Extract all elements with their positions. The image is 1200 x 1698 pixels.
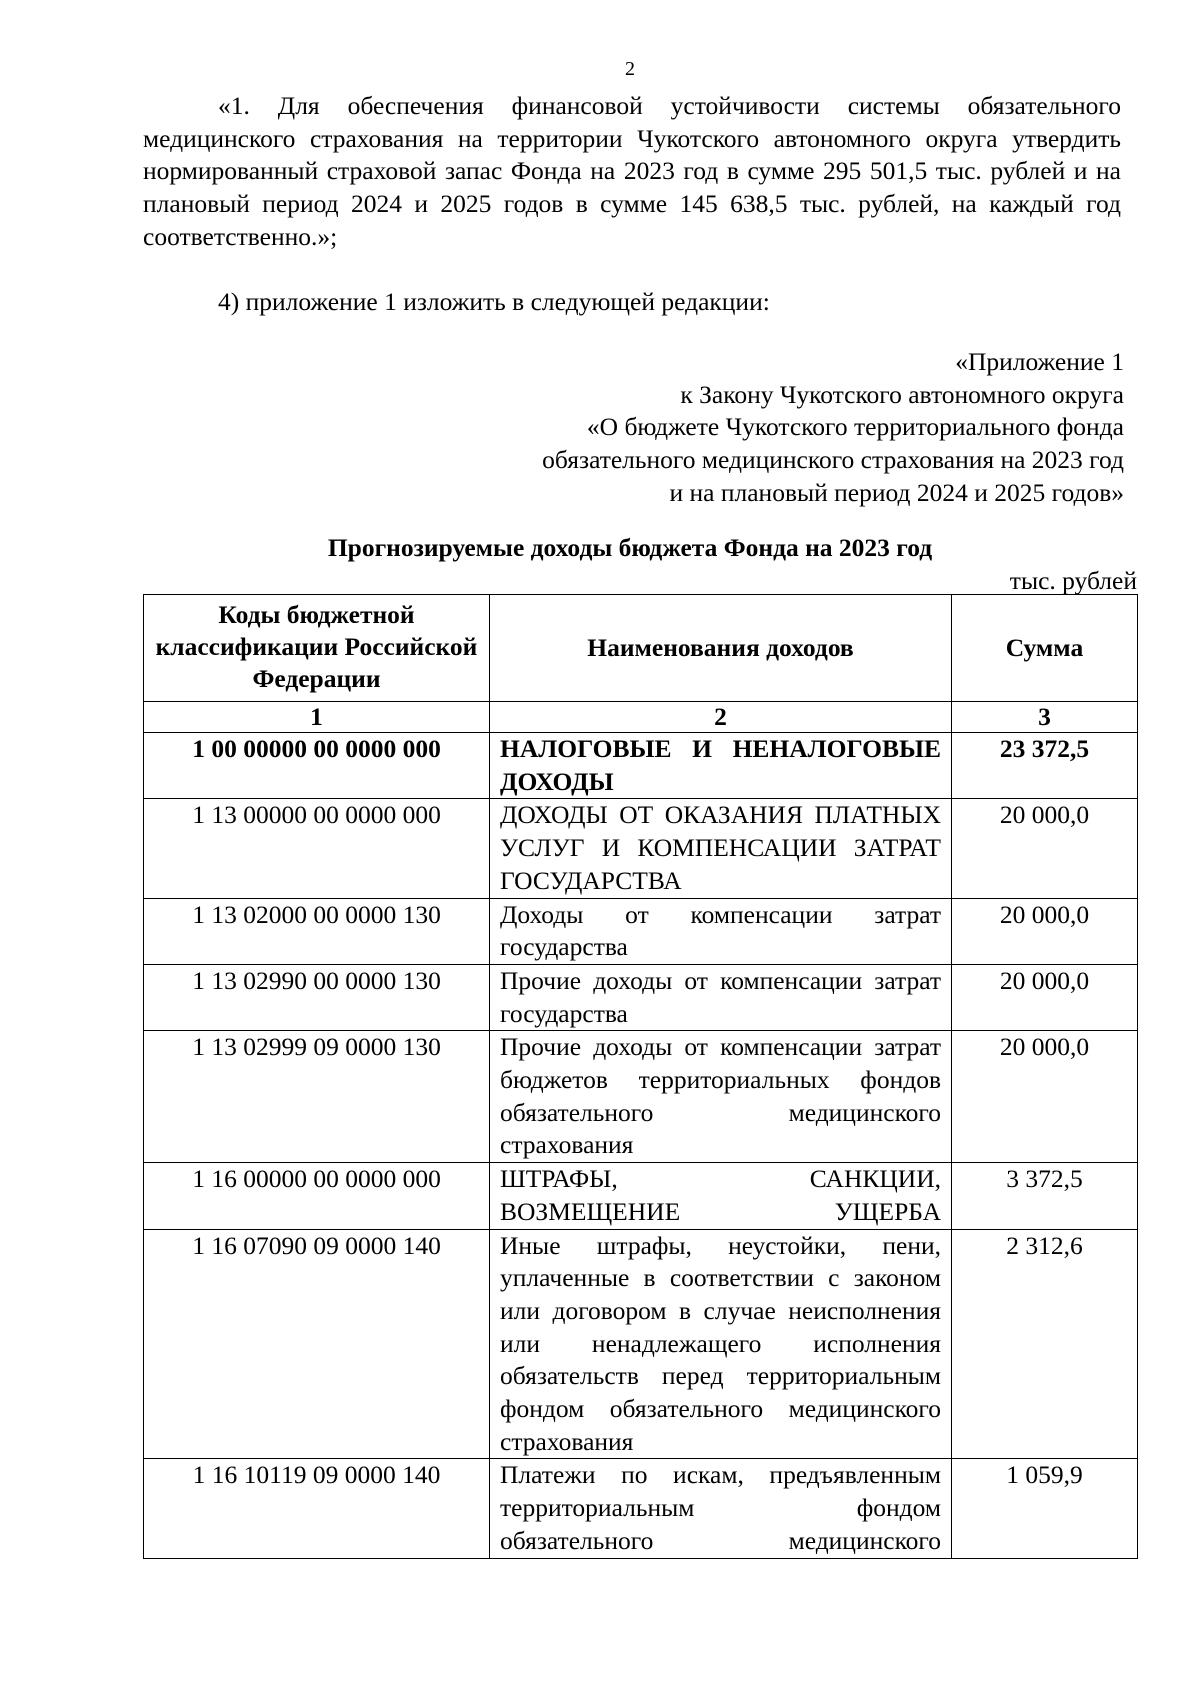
- row-sum: 1 059,9: [952, 1459, 1138, 1558]
- row-name: Доходы от компенсации затрат государства: [490, 898, 952, 964]
- row-name: ДОХОДЫ ОТ ОКАЗАНИЯ ПЛАТНЫХ УСЛУГ И КОМПЕНСАЦИИ ЗАТРАТ ГОСУДАРСТВА: [490, 799, 952, 898]
- appendix-line: «Приложение 1: [955, 347, 1124, 376]
- table-header-row: [144, 595, 1138, 702]
- row-code: 1 16 10119 09 0000 140: [144, 1459, 490, 1558]
- column-number: 2: [490, 702, 952, 733]
- appendix-line: к Закону Чукотского автономного округа: [680, 379, 1124, 409]
- table-row: [144, 799, 1138, 898]
- row-code: 1 13 02999 09 0000 130: [144, 1031, 490, 1163]
- table-row: [144, 898, 1138, 964]
- column-number-row: [144, 702, 1138, 733]
- row-sum: 3 372,5: [952, 1163, 1138, 1229]
- table-row: [144, 964, 1138, 1030]
- row-code: 1 13 00000 00 0000 000: [144, 799, 490, 898]
- column-number: 1: [144, 702, 490, 733]
- row-sum: 20 000,0: [952, 898, 1138, 964]
- page-number: 2: [625, 58, 635, 80]
- header-names: Наименования доходов: [490, 595, 952, 702]
- row-name: Прочие доходы от компенсации затрат бюджетов территориальных фондов обязательного медицинского страхования: [490, 1031, 952, 1163]
- paragraph-amendment: 4) приложение 1 изложить в следующей редакции:: [218, 287, 770, 316]
- column-number: 3: [952, 702, 1138, 733]
- table-row: [144, 1031, 1138, 1163]
- appendix-line: и на плановый период 2024 и 2025 годов»: [669, 477, 1124, 507]
- row-sum: 20 000,0: [952, 1031, 1138, 1163]
- row-name: Прочие доходы от компенсации затрат государства: [490, 964, 952, 1030]
- appendix-line: обязательного медицинского страхования на 2023 год: [542, 445, 1124, 475]
- row-name: НАЛОГОВЫЕ И НЕНАЛОГОВЫЕ ДОХОДЫ: [490, 733, 952, 799]
- row-code: 1 16 07090 09 0000 140: [144, 1229, 490, 1459]
- table-title: Прогнозируемые доходы бюджета Фонда на 2023 год: [327, 533, 933, 562]
- table-row: [144, 733, 1138, 799]
- units-label: тыс. рублей: [1009, 566, 1137, 595]
- table-row: [144, 1163, 1138, 1229]
- row-name: Платежи по искам, предъявленным территориальным фондом обязательного медицинского: [490, 1459, 952, 1558]
- income-table: [143, 594, 1138, 1559]
- row-sum: 20 000,0: [952, 799, 1138, 898]
- row-sum: 2 312,6: [952, 1229, 1138, 1459]
- appendix-line: «О бюджете Чукотского территориального фонда: [586, 412, 1124, 442]
- row-sum: 23 372,5: [952, 733, 1138, 799]
- table-row: [144, 1459, 1138, 1558]
- row-name: Иные штрафы, неустойки, пени, уплаченные в соответствии с законом или договором в случае неисполнения или ненадлежащего исполнения обязательств перед территориальным фондом обязательного медицинского страхования: [490, 1229, 952, 1459]
- row-name: ШТРАФЫ, САНКЦИИ, ВОЗМЕЩЕНИЕ УЩЕРБА: [490, 1163, 952, 1229]
- header-sum: Сумма: [952, 595, 1138, 702]
- row-code: 1 00 00000 00 0000 000: [144, 733, 490, 799]
- table-row: [144, 1229, 1138, 1459]
- paragraph-reserve-fund: «1. Для обеспечения финансовой устойчивости системы обязательного медицинского страхования на территории Чукотского автономного округа утвердить нормированный страховой запас Фонда на 2023 год в сумме 295 501,5 тыс. рублей и на плановый период 2024 и 2025 годов в сумме 145 638,5 тыс. рублей, на каждый год соответственно.»;: [143, 91, 1121, 251]
- row-sum: 20 000,0: [952, 964, 1138, 1030]
- row-code: 1 13 02990 00 0000 130: [144, 964, 490, 1030]
- row-code: 1 16 00000 00 0000 000: [144, 1163, 490, 1229]
- row-code: 1 13 02000 00 0000 130: [144, 898, 490, 964]
- appendix-header: [542, 346, 1124, 510]
- header-codes: Коды бюджетной классификации Российской Федерации: [144, 595, 490, 702]
